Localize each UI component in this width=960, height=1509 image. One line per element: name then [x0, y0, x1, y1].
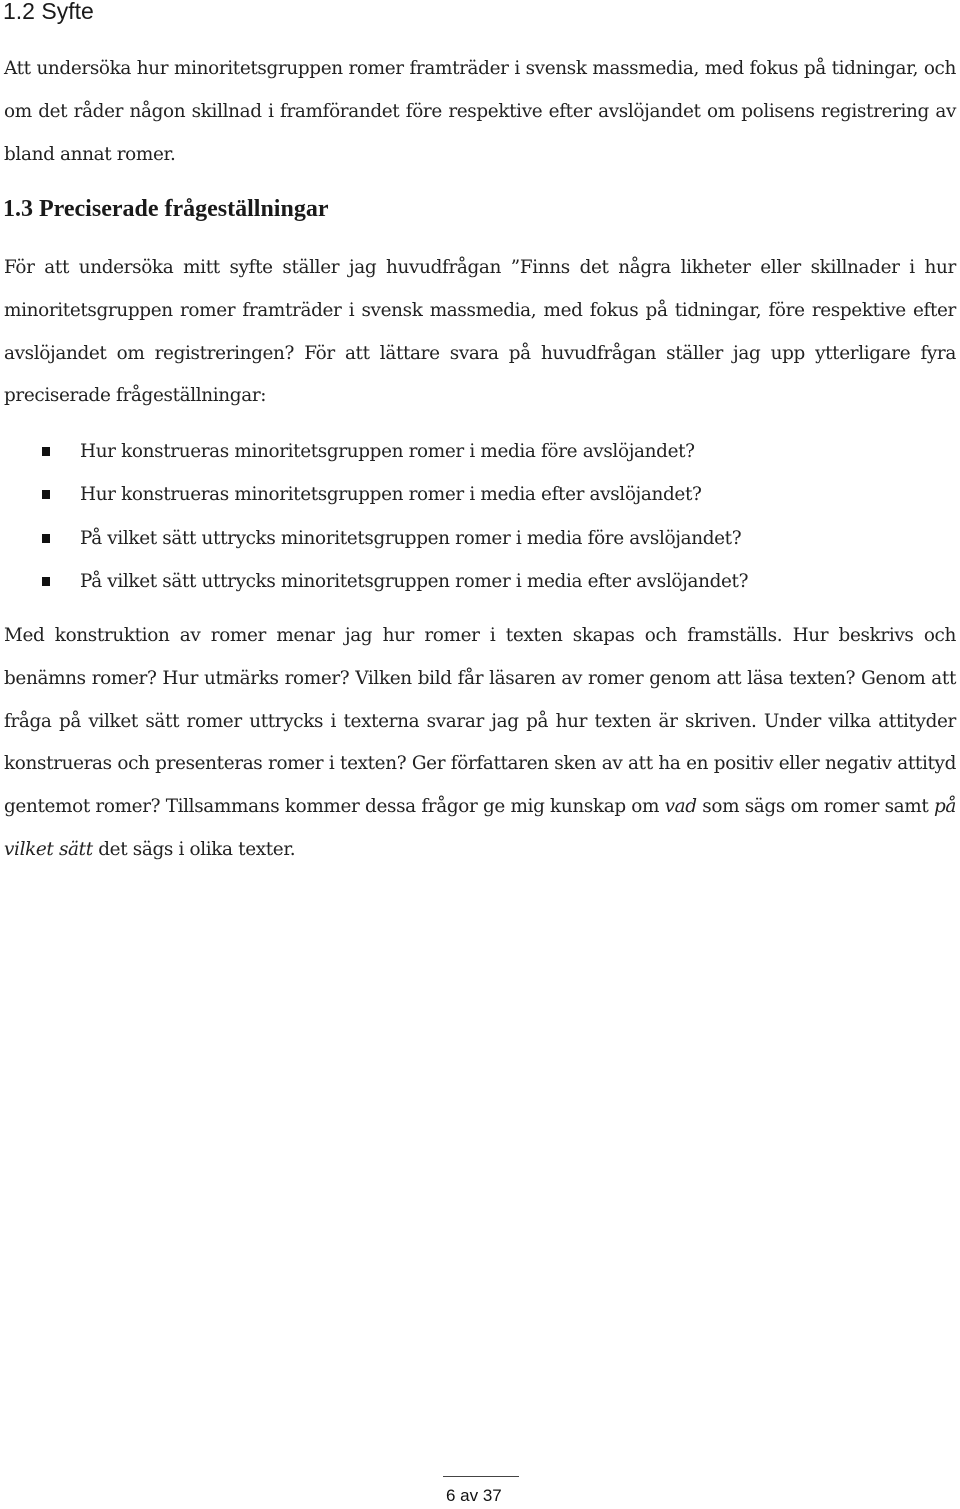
emphasis-pa-vilket-satt: på vilket sätt [4, 796, 956, 860]
question-text: Hur konstrueras minoritetsgruppen romer i media före avslöjandet? [80, 441, 695, 462]
section-heading-syfte: 1.2 Syfte [3, 0, 94, 24]
footer-divider [443, 1476, 519, 1477]
closing-text-part3: det sägs i olika texter. [92, 838, 296, 860]
emphasis-vad: vad [664, 796, 697, 818]
square-bullet-icon [42, 534, 50, 543]
square-bullet-icon [42, 577, 50, 586]
question-text: På vilket sätt uttrycks minoritetsgruppen romer i media före avslöjandet? [80, 527, 742, 549]
square-bullet-icon [42, 447, 50, 456]
question-text: Hur konstrueras minoritetsgruppen romer i media efter avslöjandet? [80, 484, 702, 506]
closing-paragraph [4, 615, 956, 872]
closing-text-part1: Med konstruktion av romer menar jag hur romer i texten skapas och framställs. Hur beskrivs och benämns romer? Hur utmärks romer? Vilken bild får läsaren av romer genom att läsa texten? Genom att fråga på vilket sätt romer uttrycks i texterna svarar jag på hur texten är skriven. Under vilka attityder konstrueras och presenteras romer i texten? Ger författaren sken av att ha en positiv eller negativ attityd gentemot romer? Tillsammans kommer dessa frågor ge mig kunskap om [4, 625, 956, 818]
closing-text-part2: som sägs om romer samt [696, 796, 934, 818]
fragestallningar-intro-paragraph: För att undersöka mitt syfte ställer jag huvudfrågan ”Finns det några likheter eller skillnader i hur minoritetsgruppen romer framträder i svensk massmedia, med fokus på tidningar, före respektive efter avslöjandet om registreringen? För att lättare svara på huvudfrågan ställer jag upp ytterligare fyra preciserade frågeställningar: [4, 257, 956, 407]
section-heading-fragestallningar: 1.3 Preciserade frågeställningar [3, 196, 329, 222]
question-text: På vilket sätt uttrycks minoritetsgruppen romer i media efter avslöjandet? [80, 570, 749, 592]
syfte-paragraph: Att undersöka hur minoritetsgruppen romer framträder i svensk massmedia, med fokus på tidningar, och om det råder någon skillnad i framförandet före respektive efter avslöjandet om polisens registrering av bland annat romer. [4, 58, 956, 165]
square-bullet-icon [42, 490, 50, 499]
page-number: 6 av 37 [446, 1486, 502, 1505]
